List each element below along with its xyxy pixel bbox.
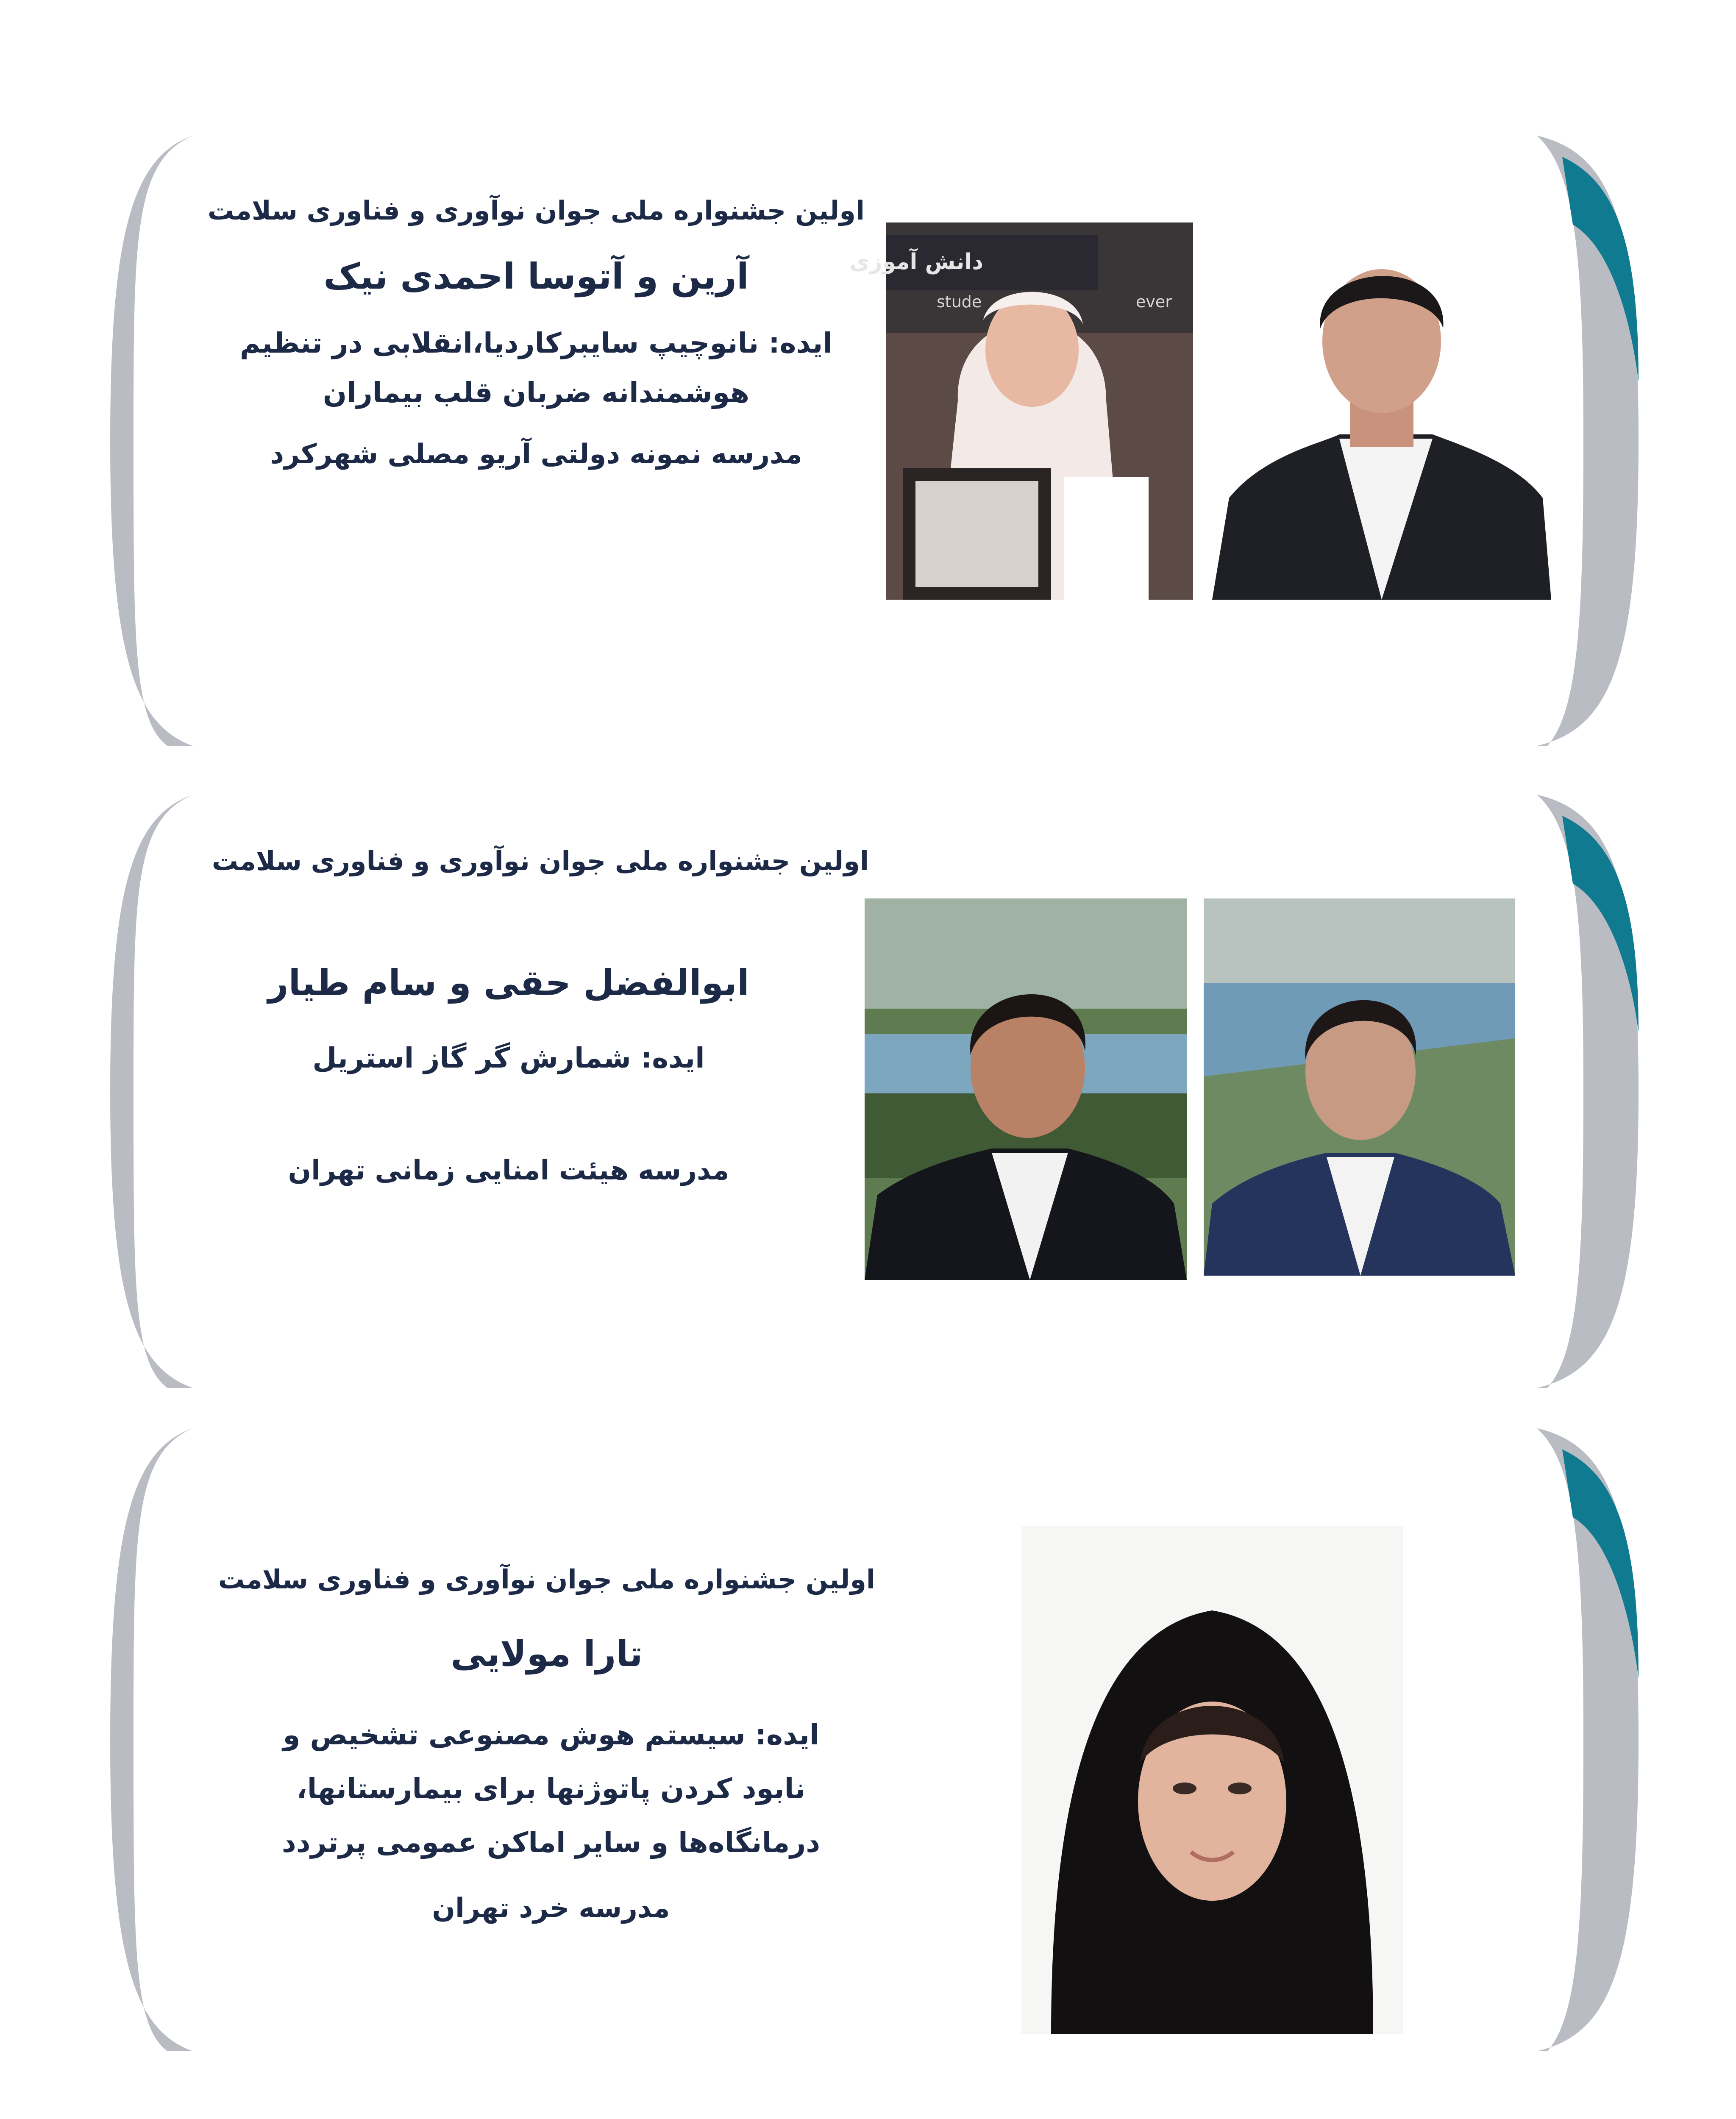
card-2-details [212,962,805,1186]
card-3-details [229,1719,873,1924]
photo-student-2 [1204,898,1515,1276]
sign-text-fa: دانش آموزی [849,249,983,275]
idea-line-1: ایده: شمارش گر گاز استریل [312,1042,705,1074]
winner-card-1 [0,136,1736,746]
winner-card-2 [0,795,1736,1388]
school-name: مدرسه نمونه دولتی آریو مصلی شهرکرد [270,439,802,470]
sign-text-en-2: ever [1136,292,1172,311]
idea-line-2: نابود کردن پاتوژنها برای بیمارستانها، [296,1772,806,1805]
photo-student [1021,1526,1403,2034]
right-teal-gray-arc [1537,795,1641,1388]
photo-male-student [1212,235,1551,600]
festival-title: اولین جشنواره ملی جوان نوآوری و فناوری سلامت [218,1564,876,1595]
card-1-text [178,195,894,470]
card-2-text [182,845,899,957]
right-teal-gray-arc [1537,1428,1641,2051]
festival-title: اولین جشنواره ملی جوان نوآوری و فناوری سلامت [207,195,865,226]
idea-line-3: درمانگاه‌ها و سایر اماکن عمومی پرتردد [281,1826,821,1859]
winner-card-3 [0,1428,1736,2051]
winner-names: ابوالفضل حقی و سام طیار [268,962,749,1004]
sign-text-en: stude [937,292,982,311]
card-3-text [182,1564,911,1700]
school-name: مدرسه خرد تهران [432,1893,670,1924]
photo-student-1 [865,898,1187,1280]
left-gray-arc [108,1428,193,2051]
right-teal-gray-arc [1537,136,1641,746]
winner-names: تارا مولایی [451,1633,643,1674]
school-name: مدرسه هیئت امنایی زمانی تهران [288,1155,729,1186]
left-gray-arc [108,795,193,1388]
winner-names: آرین و آتوسا احمدی نیک [323,256,749,297]
festival-title: اولین جشنواره ملی جوان نوآوری و فناوری سلامت [211,845,869,876]
idea-line-2: هوشمندانه ضربان قلب بیماران [323,376,750,409]
idea-line-1: ایده: سیستم هوش مصنوعی تشخیص و [283,1719,819,1751]
idea-line-1: ایده: نانوچیپ سایبرکاردیا،انقلابی در تنظیم [239,327,833,359]
photo-female-student [849,222,1193,600]
